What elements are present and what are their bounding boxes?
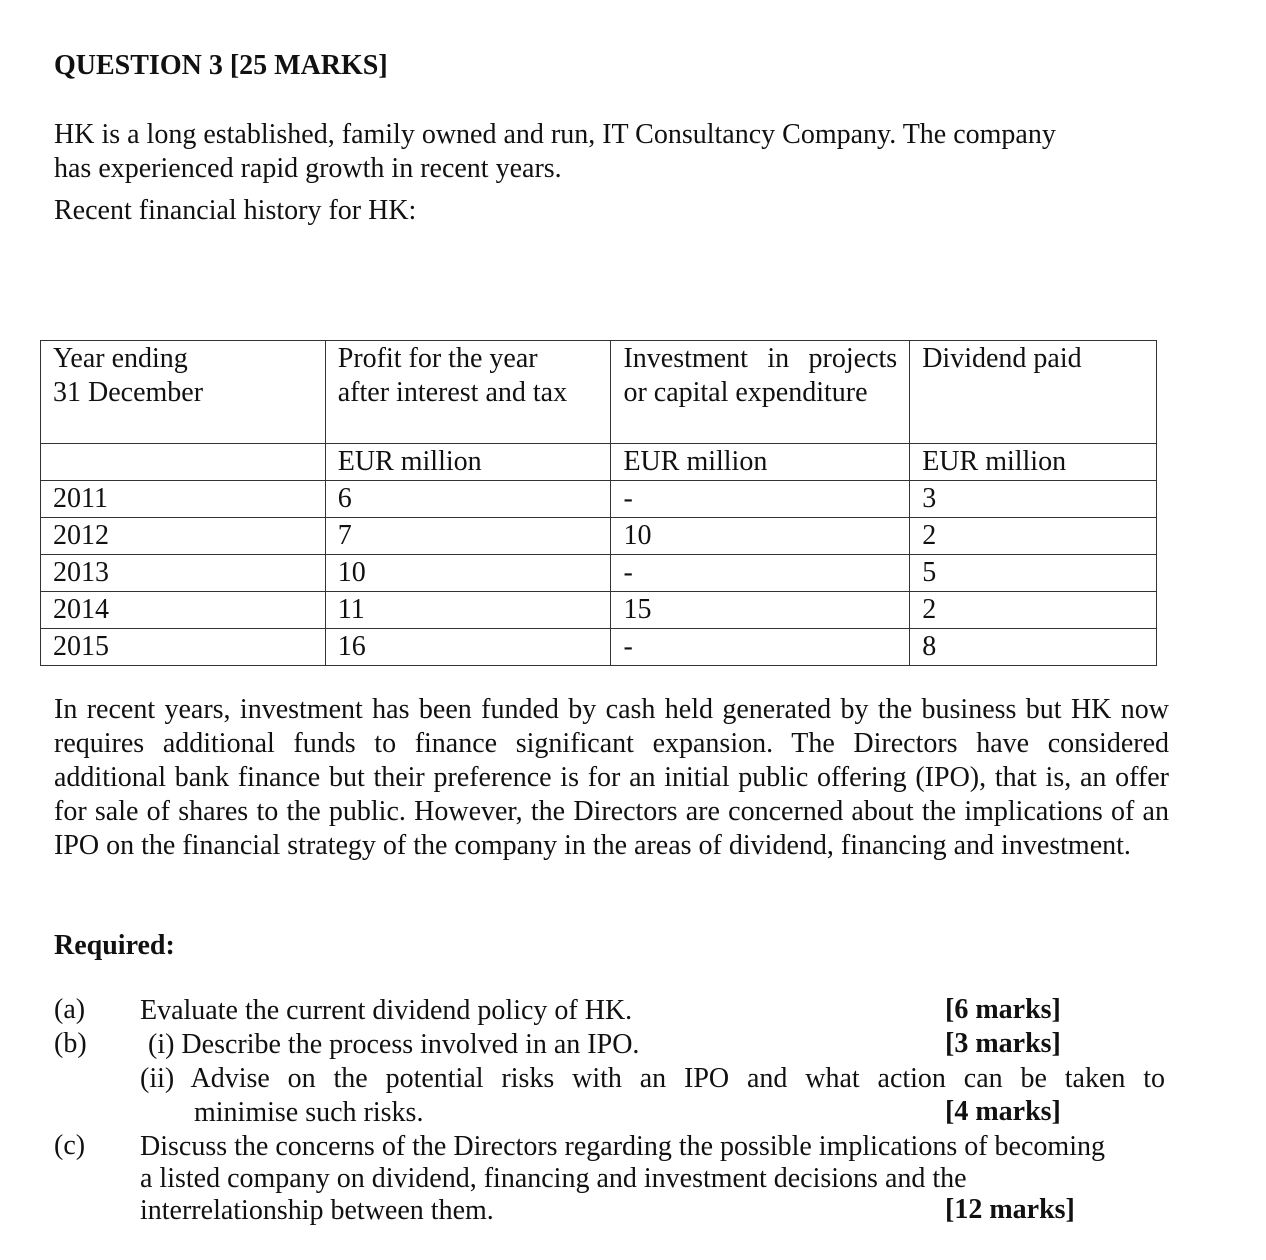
table-cell: 7	[325, 518, 611, 555]
table-cell: -	[611, 555, 910, 592]
table-row	[41, 555, 1157, 592]
table-cell: 6	[325, 481, 611, 518]
table-cell: 16	[325, 629, 611, 666]
question-c-line-1: Discuss the concerns of the Directors regarding the possible implications of becoming	[140, 1131, 1105, 1162]
table-cell: 2	[910, 518, 1157, 555]
question-b-i-text: (i) Describe the process involved in an IPO.	[148, 1029, 640, 1060]
header-investment: Investment in projects or capital expenditure	[611, 341, 910, 444]
question-a-marks: [6 marks]	[945, 994, 1061, 1025]
financial-history-table	[40, 340, 1157, 666]
question-a-text: Evaluate the current dividend policy of HK.	[140, 995, 633, 1026]
intro-line-1: HK is a long established, family owned and run, IT Consultancy Company. The company	[54, 119, 1056, 150]
table-cell: 2	[910, 592, 1157, 629]
table-cell: 2014	[41, 592, 326, 629]
question-c-marks: [12 marks]	[945, 1194, 1075, 1225]
table-row	[41, 592, 1157, 629]
intro-line-2: has experienced rapid growth in recent years.	[54, 153, 562, 184]
table-cell: 10	[325, 555, 611, 592]
question-b-i-marks: [3 marks]	[945, 1028, 1061, 1059]
table-cell: -	[611, 481, 910, 518]
closing-paragraph: In recent years, investment has been funded by cash held generated by the business but HK now requires additional funds to finance significant expansion. The Directors have considered additional bank finance but their preference is for an initial public offering (IPO), that is, an offer for sale of shares to the public. However, the Directors are concerned about the implications of an IPO on the financial strategy of the company in the areas of dividend, financing and investment.	[54, 694, 1169, 861]
table-cell: 2012	[41, 518, 326, 555]
table-cell: 5	[910, 555, 1157, 592]
question-c-letter: (c)	[54, 1130, 86, 1161]
question-b-ii-line-2: minimise such risks.	[194, 1097, 424, 1128]
unit-cell: EUR million	[325, 444, 611, 481]
question-b-ii-line-1: (ii) Advise on the potential risks with an IPO and what action can be taken to	[140, 1063, 1165, 1094]
question-title: QUESTION 3 [25 MARKS]	[54, 50, 388, 81]
header-dividend: Dividend paid	[910, 341, 1157, 444]
question-c-line-3: interrelationship between them.	[140, 1195, 494, 1226]
header-profit: Profit for the year after interest and tax	[325, 341, 611, 444]
table-cell: 15	[611, 592, 910, 629]
unit-cell	[41, 444, 326, 481]
table-cell: 11	[325, 592, 611, 629]
table-header-row	[41, 341, 1157, 444]
table-cell: -	[611, 629, 910, 666]
question-a-letter: (a)	[54, 994, 86, 1025]
table-cell: 10	[611, 518, 910, 555]
table-cell: 2011	[41, 481, 326, 518]
table-row	[41, 629, 1157, 666]
unit-cell: EUR million	[611, 444, 910, 481]
question-b-letter: (b)	[54, 1028, 87, 1059]
table-cell: 2015	[41, 629, 326, 666]
unit-cell: EUR million	[910, 444, 1157, 481]
history-label: Recent financial history for HK:	[54, 195, 417, 226]
table-cell: 8	[910, 629, 1157, 666]
question-b-ii-marks: [4 marks]	[945, 1096, 1061, 1127]
table-row	[41, 481, 1157, 518]
question-c-line-2: a listed company on dividend, financing and investment decisions and the	[140, 1163, 967, 1194]
table-cell: 2013	[41, 555, 326, 592]
required-label: Required:	[54, 930, 175, 961]
table-row	[41, 518, 1157, 555]
intro-paragraph	[54, 118, 1169, 186]
table-cell: 3	[910, 481, 1157, 518]
header-year: Year ending 31 December	[41, 341, 326, 444]
table-units-row	[41, 444, 1157, 481]
